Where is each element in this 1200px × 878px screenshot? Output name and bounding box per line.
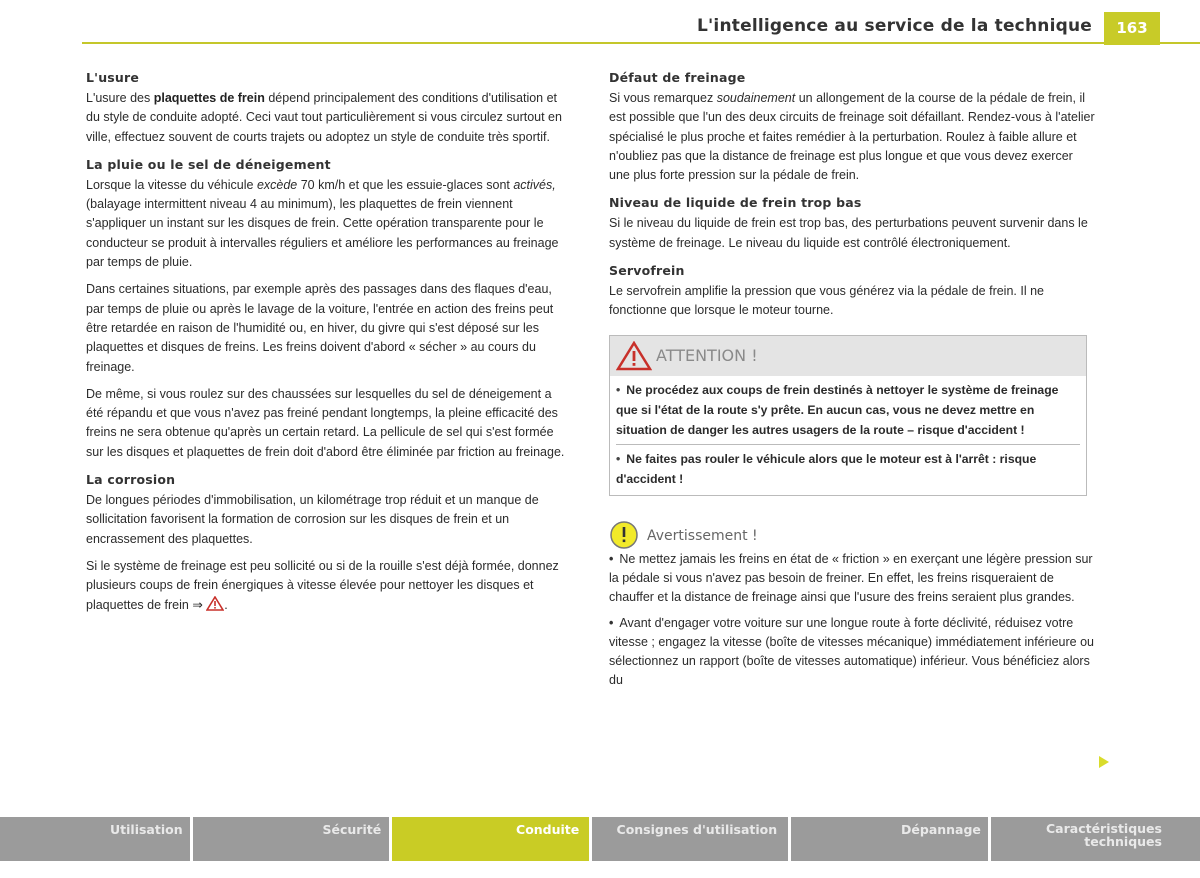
note-item: • Avant d'engager votre voiture sur une longue route à forte déclivité, réduisez votre vitesse ; engagez la vitesse (boîte de vitesses mécanique) immédiatement inférieure ou sélectionnez un rapport (boîte de vitesses automatique) inférieur. Vous bénéficiez alors du bbox=[609, 615, 1094, 688]
left-column bbox=[86, 70, 572, 625]
paragraph: Si vous remarquez soudainement un allongement de la course de la pédale de frein, il est possible que l'un des deux circuits de freinage soit défaillant. Rendez-vous à l'atelier spécialisé le plus proche et faites remédier à la perturbation. Roulez à faible allure et n'oubliez pas que la distance de freinage est plus longue et que vous devez exercer une plus forte pression sur la pédale de frein. bbox=[609, 91, 1095, 183]
paragraph: De même, si vous roulez sur des chaussées sur lesquelles du sel de déneigement a été répandu et que vous n'avez pas freiné pendant longtemps, la pleine efficacité des freins ne sera obtenue qu'après un certain retard. La pellicule de sel qui s'est formée sur les disques et plaquettes de frein doit d'abord être éliminée par friction au freinage. bbox=[86, 386, 565, 459]
paragraph: Si le niveau du liquide de frein est trop bas, des perturbations peuvent survenir dans le système de freinage. Le niveau du liquide est contrôlé électroniquement. bbox=[609, 216, 1088, 250]
section-defaut bbox=[609, 70, 1095, 185]
note-header bbox=[609, 520, 1095, 550]
paragraph: Si le système de freinage est peu sollicité ou si de la rouille s'est déjà formée, donnez plusieurs coups de frein énergiques à vitesse élevée pour nettoyer les disques et plaquettes de frein ⇒ . bbox=[86, 558, 559, 612]
section-title: Niveau de liquide de frein trop bas bbox=[609, 195, 862, 211]
tab-caracteristiques[interactable]: Caractéristiques techniques bbox=[991, 817, 1200, 861]
paragraph: Lorsque la vitesse du véhicule excède 70 km/h et que les essuie-glaces sont activés, (balayage intermittent niveau 4 au minimum), les plaquettes de frein viennent s'appliquer un instant sur les disques de frein. Cette opération transparente pour le conducteur se produit à intervalles réguliers et améliore les performances au freinage par temps de pluie. bbox=[86, 177, 559, 270]
section-pluie bbox=[86, 157, 572, 462]
attention-item: • Ne faites pas rouler le véhicule alors que le moteur est à l'arrêt : risque d'accident ! bbox=[616, 451, 1037, 486]
note-box bbox=[609, 520, 1095, 691]
tab-securite[interactable]: Sécurité bbox=[193, 817, 390, 861]
exclamation-circle-icon bbox=[609, 520, 639, 550]
page-number: 163 bbox=[1104, 12, 1160, 45]
attention-header bbox=[610, 336, 1086, 376]
header-rule bbox=[82, 42, 1200, 44]
footer-tabs bbox=[0, 817, 1200, 861]
arrow-right-icon[interactable] bbox=[1098, 755, 1110, 769]
note-title: Avertissement ! bbox=[647, 527, 758, 544]
attention-item: • Ne procédez aux coups de frein destinés à nettoyer le système de freinage que si l'état de la route s'y prête. En aucun cas, vous ne devez mettre en situation de danger les autres usagers de la route – risque d'accident ! bbox=[616, 382, 1059, 437]
tab-conduite[interactable]: Conduite bbox=[392, 817, 589, 861]
tab-consignes[interactable]: Consignes d'utilisation bbox=[592, 817, 789, 861]
section-title: La pluie ou le sel de déneigement bbox=[86, 156, 331, 172]
attention-body bbox=[610, 376, 1086, 495]
tab-depannage[interactable]: Dépannage bbox=[791, 817, 988, 861]
paragraph: Le servofrein amplifie la pression que vous générez via la pédale de frein. Il ne fonctionne que lorsque le moteur tourne. bbox=[609, 284, 1044, 318]
section-niveau bbox=[609, 195, 1095, 253]
warning-triangle-icon bbox=[616, 341, 652, 371]
section-title: L'usure bbox=[86, 70, 140, 85]
section-servofrein bbox=[609, 263, 1095, 321]
warning-triangle-icon[interactable] bbox=[206, 596, 224, 611]
tab-utilisation[interactable]: Utilisation bbox=[0, 817, 190, 861]
paragraph: De longues périodes d'immobilisation, un kilométrage trop réduit et un manque de sollicitation favorisent la formation de corrosion sur les disques de frein et un encrassement des plaquettes. bbox=[86, 493, 539, 546]
attention-title: ATTENTION ! bbox=[656, 345, 758, 365]
section-corrosion bbox=[86, 472, 572, 615]
section-usure bbox=[86, 70, 572, 147]
page-header-title: L'intelligence au service de la technique bbox=[697, 16, 1092, 36]
attention-box bbox=[609, 335, 1087, 496]
paragraph: L'usure des plaquettes de frein dépend principalement des conditions d'utilisation et du style de conduite adopté. Ceci vaut tout particulièrement si vous circulez surtout en ville, effectuez souvent de courts trajets ou adoptez un style de conduite très sportif. bbox=[86, 91, 562, 144]
note-item: • Ne mettez jamais les freins en état de « friction » en exerçant une légère pression sur la pédale si vous n'avez pas besoin de freiner. En effet, les freins risqueraient de chauffer et la distance de freinage ainsi que l'usure des freins seraient plus grandes. bbox=[609, 551, 1093, 605]
paragraph: Dans certaines situations, par exemple après des passages dans des flaques d'eau, par temps de pluie ou après le lavage de la voiture, l'entrée en action des freins peut être retardée en raison de l'humidité ou, en hiver, du givre qui s'est déposé sur les plaquettes et disques de freins. Les freins doivent d'abord « sécher » au cours du freinage. bbox=[86, 282, 554, 374]
section-title: Servofrein bbox=[609, 263, 685, 279]
section-title: La corrosion bbox=[86, 472, 176, 488]
right-column bbox=[609, 70, 1095, 691]
section-title: Défaut de freinage bbox=[609, 70, 746, 85]
